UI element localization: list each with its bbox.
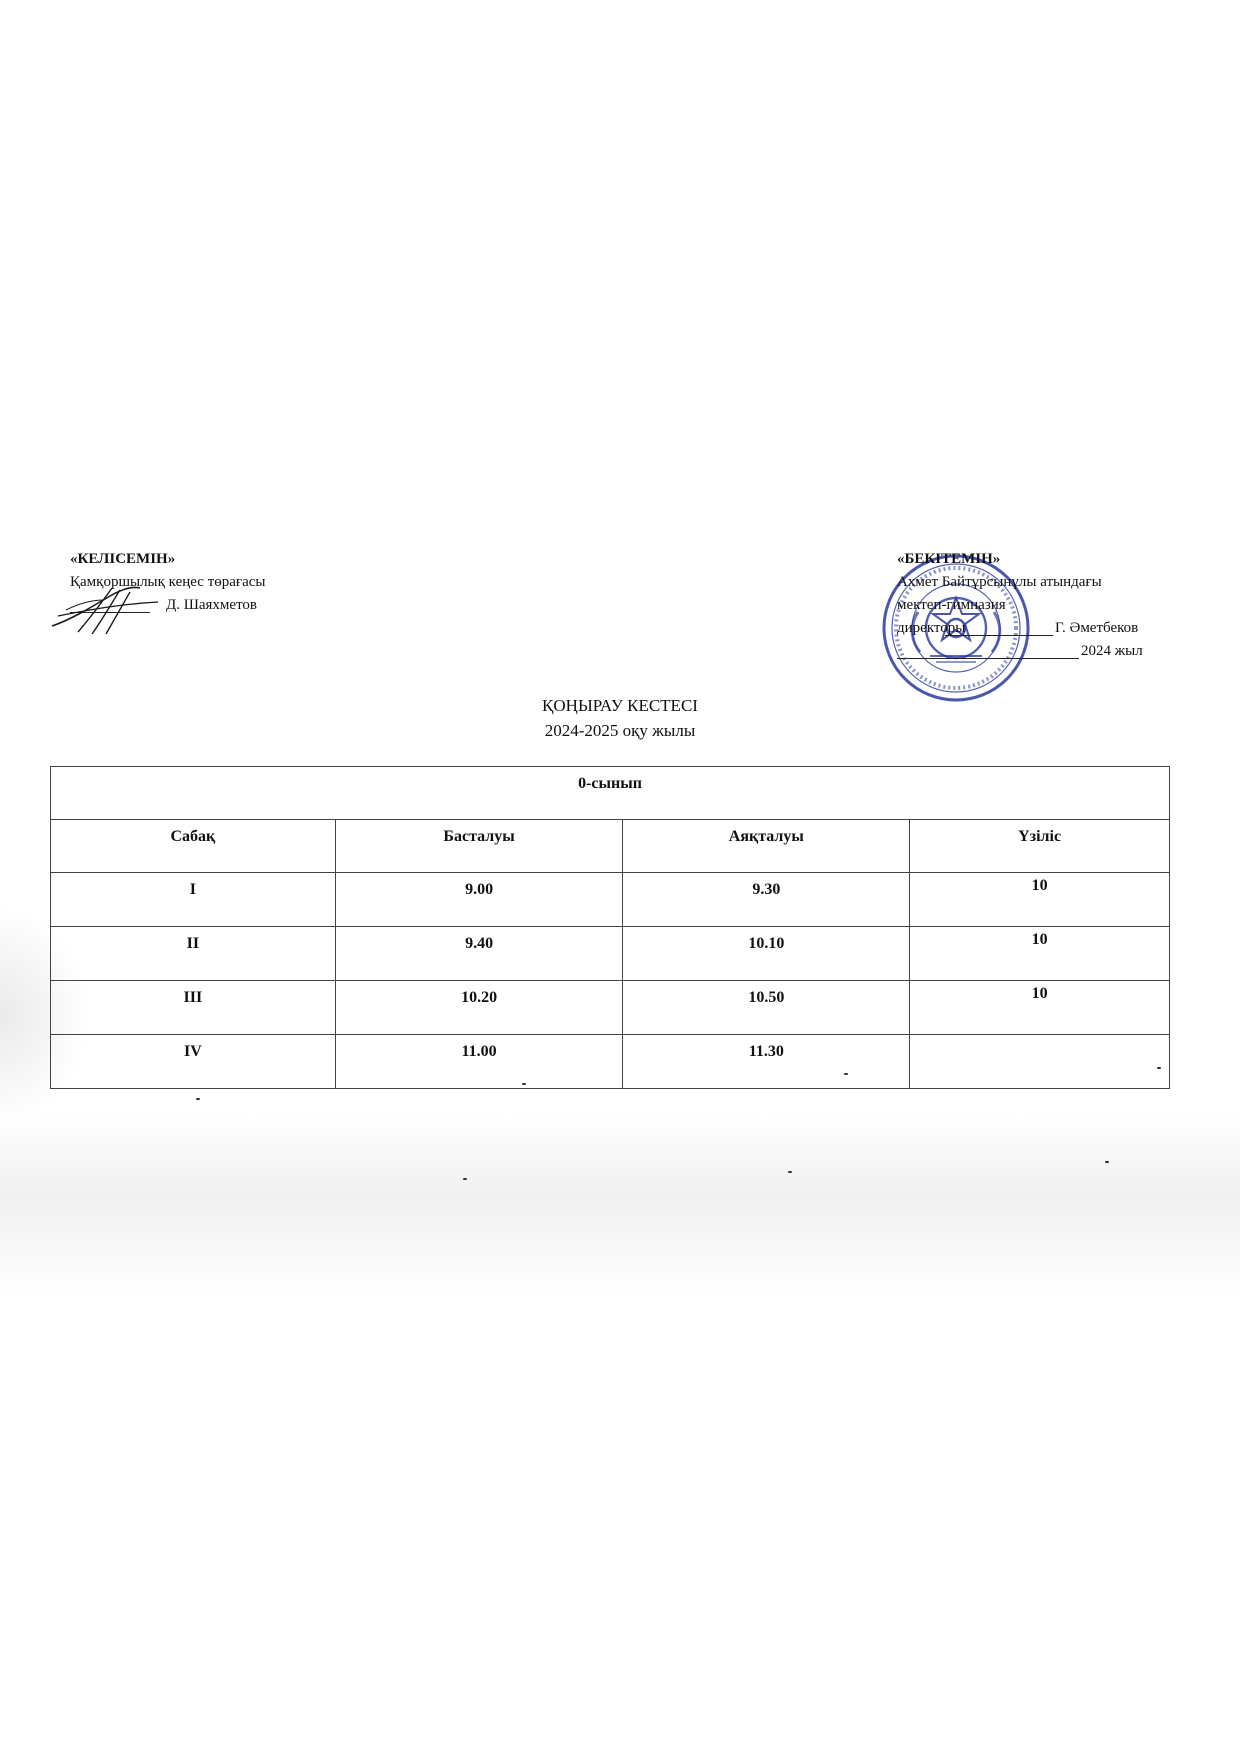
break-minutes: 10 (910, 981, 1170, 1035)
academic-year: 2024-2025 оқу жылы (544, 721, 696, 740)
header-lesson: Сабақ (51, 820, 336, 873)
start-time: 9.40 (335, 927, 623, 981)
bell-schedule-table (50, 766, 1170, 1089)
header-break: Үзіліс (910, 820, 1170, 873)
break-minutes (910, 1035, 1170, 1089)
class-group-row (51, 767, 1170, 820)
director-name: Г. Әметбеков (1055, 620, 1139, 636)
header-start: Басталуы (335, 820, 623, 873)
lesson-number: II (51, 927, 336, 981)
title-block (0, 693, 1240, 743)
break-minutes: 10 (910, 927, 1170, 981)
approved-stamp-label: «БЕКІТЕМІН» (897, 551, 1001, 567)
lesson-number: IV (51, 1035, 336, 1089)
approved-school-type: мектеп-гимназия (897, 597, 1006, 613)
approved-school-name: Ахмет Байтұрсынұлы атындағы (897, 574, 1102, 590)
date-underline (897, 658, 1079, 659)
end-time: 11.30 (623, 1035, 910, 1089)
table-row (51, 981, 1170, 1035)
handwritten-signature-icon (48, 580, 163, 640)
class-group-label: 0-сынып (51, 767, 1170, 820)
table-row (51, 1035, 1170, 1089)
scan-speck (788, 1171, 792, 1173)
scan-speck (196, 1098, 200, 1100)
end-time: 10.10 (623, 927, 910, 981)
table-header-row (51, 820, 1170, 873)
document-title: ҚОҢЫРАУ КЕСТЕСІ (542, 696, 698, 715)
end-time: 10.50 (623, 981, 910, 1035)
director-row (897, 617, 1197, 640)
scan-smudge (0, 1115, 1240, 1295)
agreed-position: Қамқоршылық кеңес төрағасы (70, 574, 266, 590)
start-time: 9.00 (335, 873, 623, 927)
scan-speck (463, 1178, 467, 1180)
agreed-stamp-label: «КЕЛІСЕМІН» (70, 551, 176, 567)
agreed-signer-name: Д. Шаяхметов (166, 597, 258, 613)
approved-block (897, 548, 1197, 663)
end-time: 9.30 (623, 873, 910, 927)
lesson-number: III (51, 981, 336, 1035)
table-row (51, 873, 1170, 927)
approval-date-row (897, 640, 1197, 663)
director-signature-underline (945, 635, 1053, 636)
header-end: Аяқталуы (623, 820, 910, 873)
start-time: 11.00 (335, 1035, 623, 1089)
director-prefix: директоры (897, 620, 966, 636)
start-time: 10.20 (335, 981, 623, 1035)
lesson-number: I (51, 873, 336, 927)
approval-year: 2024 жыл (1081, 643, 1143, 659)
break-minutes: 10 (910, 873, 1170, 927)
table-row (51, 927, 1170, 981)
scan-speck (1105, 1161, 1109, 1163)
